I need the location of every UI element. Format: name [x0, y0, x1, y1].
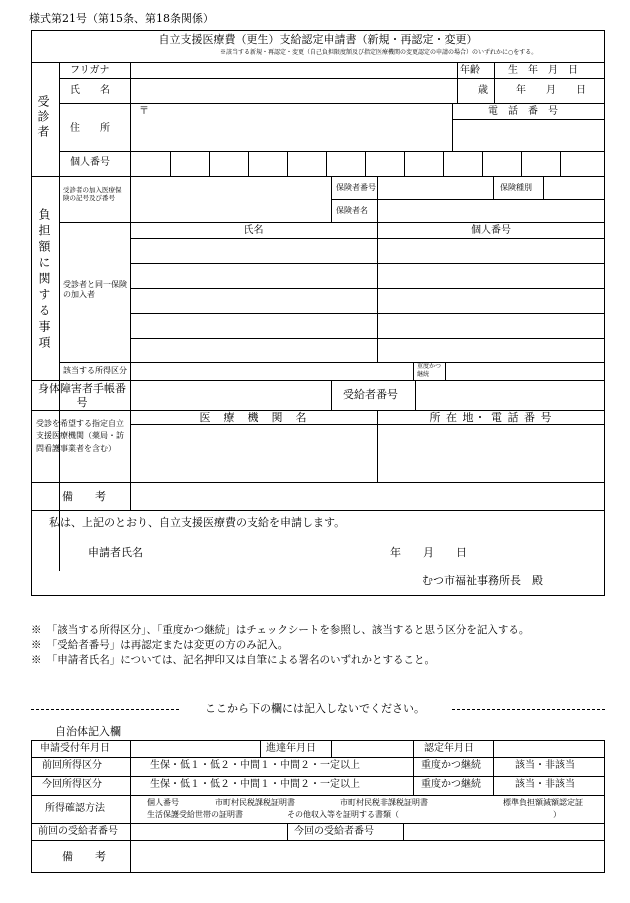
application-date: 年 月 日 [390, 546, 467, 559]
remarks-label: 備 考 [62, 490, 106, 503]
medical-name-header: 医 療 機 関 名 [199, 411, 308, 424]
prev-applicable: 該当・非該当 [515, 760, 575, 771]
confirm-welfare-cert: 生活保護受給世帯の証明書 [147, 810, 243, 819]
birth-date: 年 月 日 [516, 85, 586, 96]
confirm-my-number: 個人番号 [147, 798, 179, 807]
forwarded-date-label: 進達年月日 [266, 743, 316, 754]
prev-income-label: 前回所得区分 [42, 760, 102, 771]
confirm-other-close: ） [553, 810, 561, 819]
confirm-other-docs: その他収入等を証明する書類（ [287, 810, 399, 819]
confirm-nontax-cert: 市町村民税非課税証明書 [340, 798, 428, 807]
curr-applicable: 該当・非該当 [515, 779, 575, 790]
applicant-name-label: 申請者氏名 [88, 546, 143, 559]
insurance-symbol-label: 受診者の加入医療保険の記号及び番号 [63, 186, 122, 203]
income-confirm-label: 所得確認方法 [45, 803, 105, 814]
form-reference: 様式第21号（第15条、第18条関係） [29, 12, 214, 25]
prev-recipient-label: 前回の受給者番号 [38, 826, 118, 837]
note-3: ※ 「申請者氏名」については、記名押印又は自筆による署名のいずれかとすること。 [31, 654, 436, 666]
curr-income-label: 今回所得区分 [42, 779, 102, 790]
form-title: 自立支援医療費（更生）支給認定申請書（新規・再認定・変更） [158, 33, 478, 46]
member-number-header: 個人番号 [471, 225, 511, 236]
age-label: 年齢 [460, 65, 480, 76]
insurer-name-label: 保険者名 [336, 206, 368, 215]
office-section-label: 自治体記入欄 [55, 725, 121, 738]
same-insurance-label: 受診者と同一保険の加入者 [63, 280, 127, 299]
age-unit: 歳 [478, 85, 488, 96]
my-number-label: 個人番号 [70, 157, 110, 168]
handbook-label: 身体障害者手帳番号 [38, 382, 126, 409]
cut-line-left [31, 709, 179, 710]
office-remarks-label: 備 考 [62, 850, 106, 863]
medical-institution-label: 受診を希望する指定自立支援医療機関（薬局・訪問看護事業者を含む） [36, 419, 124, 453]
burden-section-label: 負担額に関する事項 [37, 208, 51, 352]
addressee: むつ市福祉事務所長 殿 [422, 574, 543, 587]
note-2: ※ 「受給者番号」は再認定または変更の方のみ記入。 [31, 639, 289, 651]
cut-line-right [452, 709, 605, 710]
insurer-no-label: 保険者番号 [336, 183, 376, 192]
form-subtitle: ※該当する新規・再認定・変更（自己負担限度額及び指定医療機関の変更認定の申請の場合）のいずれかに○をする。 [220, 49, 538, 56]
prev-income-options: 生保・低１・低２・中間１・中間２・一定以上 [150, 760, 360, 771]
severe-continue-label: 重度かつ継続 [417, 363, 442, 378]
confirm-tax-cert: 市町村民税課税証明書 [215, 798, 295, 807]
cut-line-text: ここから下の欄には記入しないでください。 [205, 702, 425, 715]
prev-severe-label: 重度かつ継続 [421, 760, 481, 771]
curr-recipient-label: 今回の受給者番号 [294, 826, 374, 837]
curr-severe-label: 重度かつ継続 [421, 779, 481, 790]
declaration-text: 私は、上記のとおり、自立支援医療費の支給を申請します。 [49, 516, 346, 529]
medical-address-header: 所 在 地・ 電 話 番 号 [429, 411, 553, 424]
certified-date-label: 認定年月日 [424, 743, 474, 754]
patient-section-label: 受診者 [36, 95, 50, 140]
address-label: 住 所 [70, 123, 110, 134]
confirm-reduction-cert: 標準負担額減額認定証 [503, 798, 583, 807]
received-date-label: 申請受付年月日 [40, 743, 110, 754]
curr-income-options: 生保・低１・低２・中間１・中間２・一定以上 [150, 779, 360, 790]
income-class-label: 該当する所得区分 [63, 366, 127, 375]
name-label: 氏 名 [70, 85, 110, 96]
birth-label: 生 年 月 日 [508, 65, 578, 76]
furigana-label: フリガナ [70, 65, 110, 76]
note-1: ※ 「該当する所得区分」、「重度かつ継続」はチェックシートを参照し、該当すると思う区分を記入する。 [31, 624, 530, 636]
recipient-no-label: 受給者番号 [343, 388, 398, 401]
postal-mark: 〒 [139, 106, 149, 117]
member-name-header: 氏名 [243, 225, 264, 236]
phone-label: 電 話 番 号 [488, 106, 558, 117]
insurance-type-label: 保険種別 [500, 183, 532, 192]
